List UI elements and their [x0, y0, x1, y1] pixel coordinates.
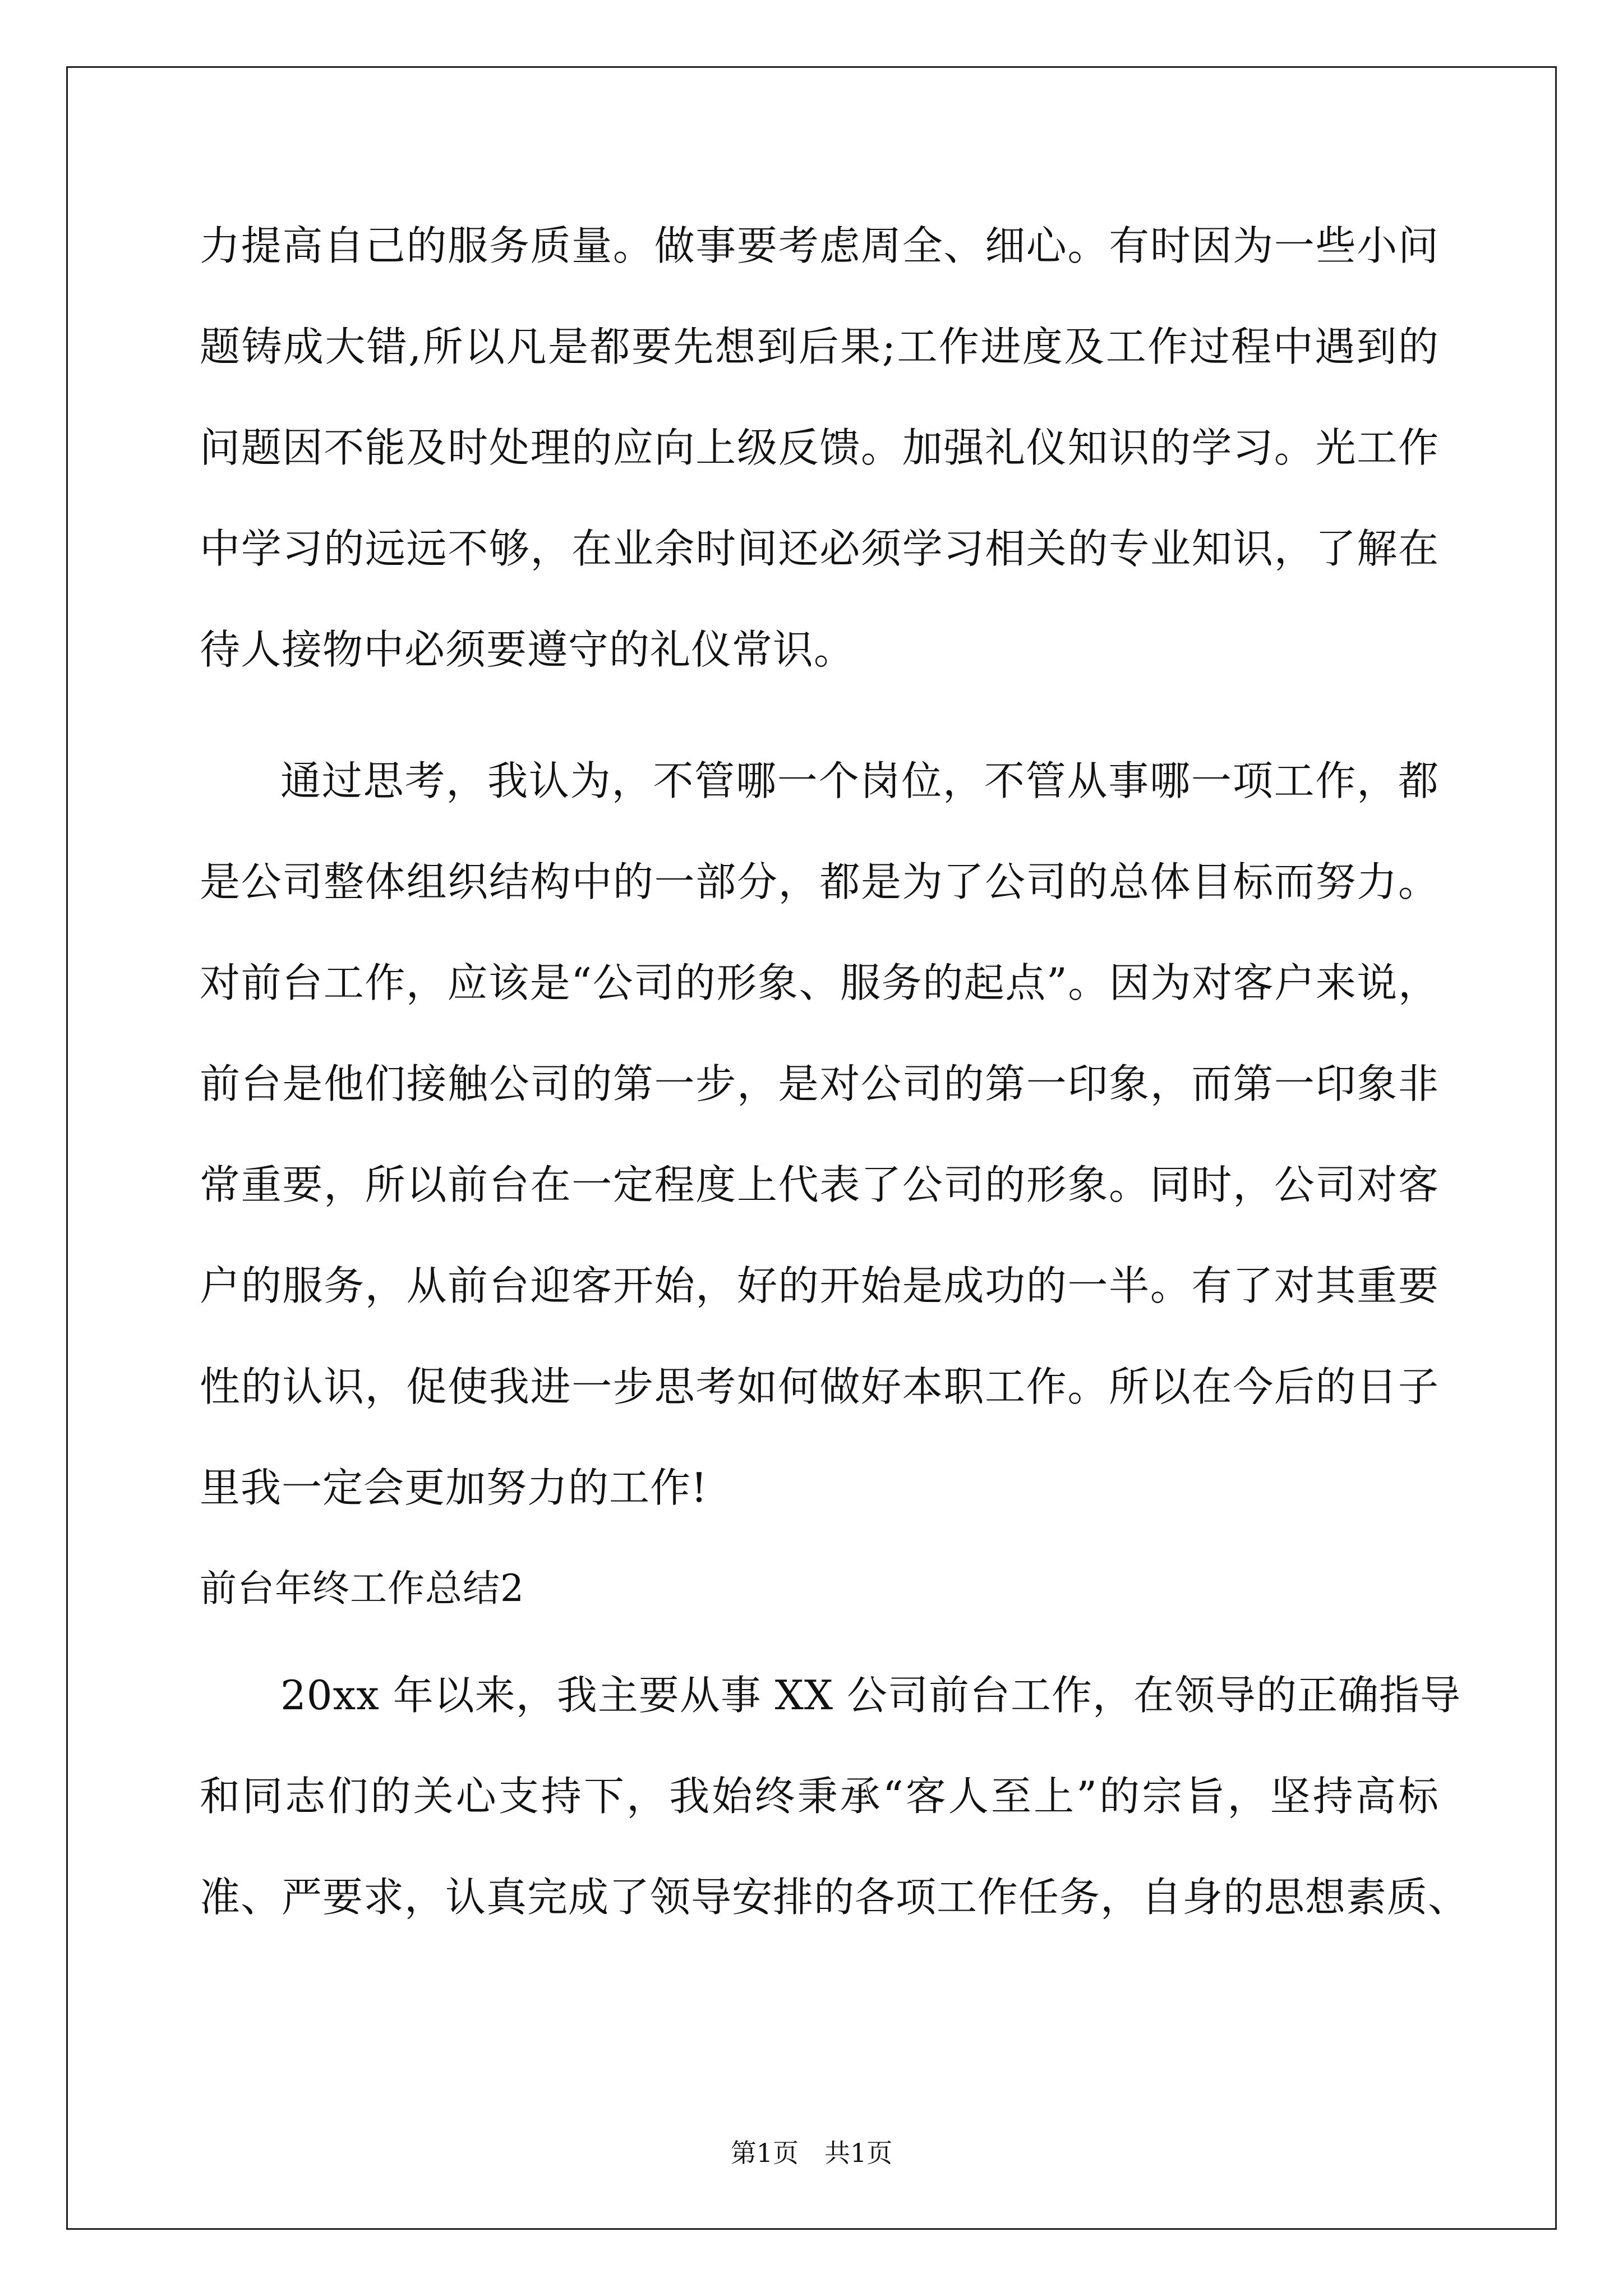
paragraph-line: 户的服务，从前台迎客开始，好的开始是成功的一半。有了对其重要 — [200, 1262, 1439, 1309]
paragraph-line: 里我一定会更加努力的工作! — [200, 1464, 708, 1511]
paragraph-line: 通过思考，我认为，不管哪一个岗位，不管从事哪一项工作，都 — [280, 757, 1439, 804]
paragraph-line: 力提高自己的服务质量。做事要考虑周全、细心。有时因为一些小问 — [200, 222, 1439, 269]
paragraph-line: 中学习的远远不够，在业余时间还必须学习相关的专业知识，了解在 — [200, 525, 1439, 572]
paragraph-line: 和同志们的关心支持下，我始终秉承“客人至上”的宗旨，坚持高标 — [200, 1773, 1439, 1820]
paragraph-line: 准、严要求，认真完成了领导安排的各项工作任务，自身的思想素质、 — [200, 1874, 1469, 1921]
paragraph-line: 是公司整体组织结构中的一部分，都是为了公司的总体目标而努力。 — [200, 858, 1439, 905]
paragraph-line: 20xx 年以来，我主要从事 XX 公司前台工作，在领导的正确指导 — [280, 1672, 1461, 1719]
paragraph-line: 性的认识，促使我进一步思考如何做好本职工作。所以在今后的日子 — [200, 1363, 1439, 1410]
paragraph-line: 问题因不能及时处理的应向上级反馈。加强礼仪知识的学习。光工作 — [200, 424, 1439, 471]
paragraph-line: 待人接物中必须要遵守的礼仪常识。 — [200, 626, 855, 673]
paragraph-line: 前台是他们接触公司的第一步，是对公司的第一印象，而第一印象非 — [200, 1060, 1439, 1107]
paragraph-line: 题铸成大错,所以凡是都要先想到后果;工作进度及工作过程中遇到的 — [200, 323, 1439, 370]
paragraph-line: 常重要，所以前台在一定程度上代表了公司的形象。同时，公司对客 — [200, 1161, 1439, 1208]
page-number-footer: 第1页 共1页 — [730, 2138, 893, 2168]
paragraph-line: 对前台工作，应该是“公司的形象、服务的起点”。因为对客户来说， — [200, 959, 1439, 1006]
section-heading: 前台年终工作总结2 — [200, 1567, 524, 1610]
